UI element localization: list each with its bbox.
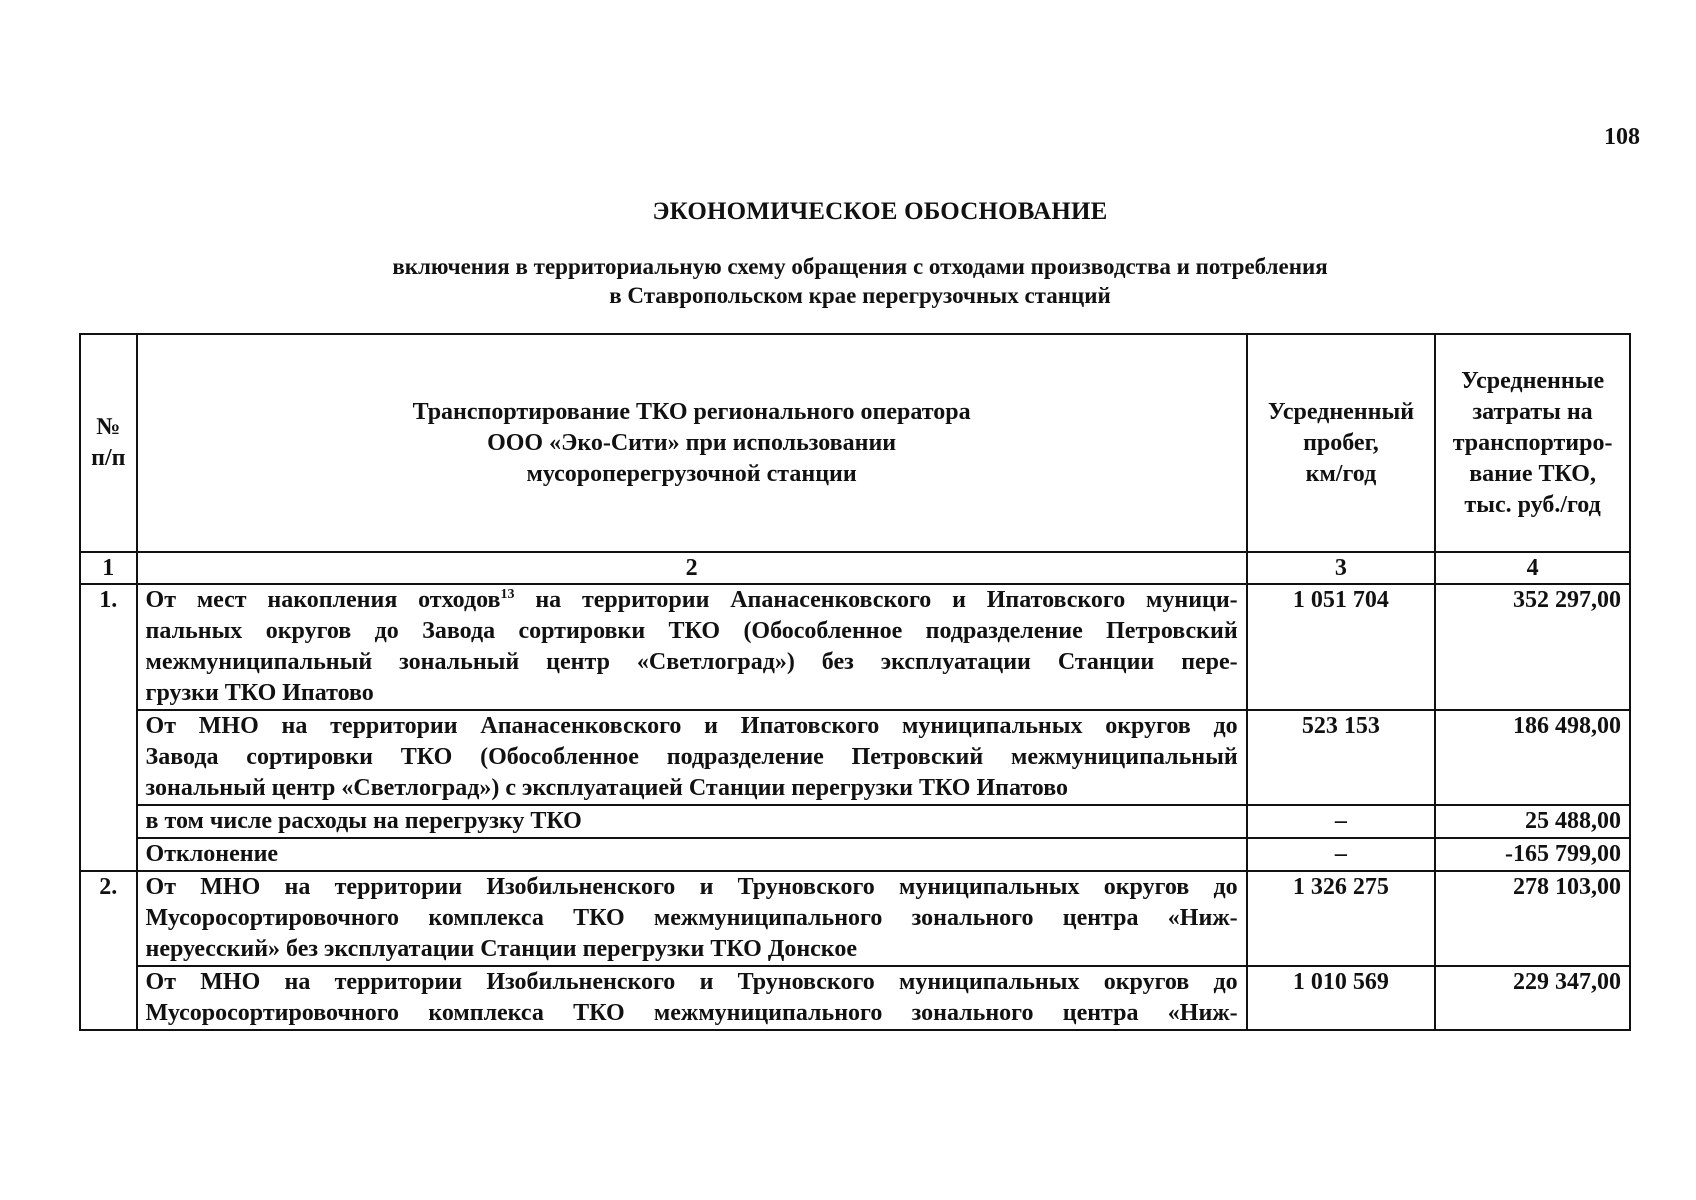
- page-number: 108: [1604, 124, 1640, 150]
- header-mileage-line: км/год: [1305, 460, 1377, 487]
- row-description: Отклонение: [137, 838, 1247, 871]
- column-number: 3: [1247, 552, 1436, 584]
- header-cost-line: Усредненные: [1461, 367, 1605, 394]
- table-row: [80, 871, 1630, 966]
- header-mileage-line: пробег,: [1303, 429, 1379, 456]
- description-text: на территории Апанасенковского и Ипатовского муници-: [514, 587, 1238, 613]
- description-text: От мест накопления отходов: [145, 587, 501, 613]
- row-cost: 352 297,00: [1435, 584, 1630, 710]
- header-cost: [1435, 334, 1630, 552]
- row-cost: 229 347,00: [1435, 966, 1630, 1030]
- subtitle-line: включения в территориальную схему обращения с отходами производства и потребления: [392, 254, 1328, 279]
- table-row: [80, 838, 1630, 871]
- column-number: 4: [1435, 552, 1630, 584]
- description-line: Мусоросортировочного комплекса ТКО межмуниципального зонального центра «Ниж-: [145, 1000, 1238, 1026]
- row-mileage: –: [1247, 838, 1436, 871]
- row-description: в том числе расходы на перегрузку ТКО: [137, 805, 1247, 838]
- description-line: неруесский» без эксплуатации Станции перегрузки ТКО Донское: [145, 936, 857, 962]
- row-description: [137, 584, 1247, 710]
- table-row: [80, 966, 1630, 1030]
- header-number: [80, 334, 137, 552]
- header-mileage-line: Усредненный: [1267, 398, 1415, 425]
- cost-comparison-table: [79, 333, 1631, 1031]
- row-cost: -165 799,00: [1435, 838, 1630, 871]
- description-line: От МНО на территории Изобильненского и Труновского муниципальных округов до: [145, 874, 1238, 900]
- table-row: [80, 805, 1630, 838]
- row-number: 1.: [80, 584, 137, 871]
- table-header-row: [80, 334, 1630, 552]
- header-number-line: п/п: [91, 445, 126, 471]
- description-line: грузки ТКО Ипатово: [145, 680, 374, 706]
- description-line: От МНО на территории Апанасенковского и Ипатовского муниципальных округов до: [145, 713, 1238, 739]
- row-description: [137, 966, 1247, 1030]
- row-mileage: 1 051 704: [1247, 584, 1436, 710]
- description-line: От МНО на территории Изобильненского и Труновского муниципальных округов до: [145, 969, 1238, 995]
- table-row: [80, 710, 1630, 805]
- description-line: пальных округов до Завода сортировки ТКО (Обособленное подразделение Петровский: [145, 618, 1238, 644]
- description-line: зональный центр «Светлоград») с эксплуатацией Станции перегрузки ТКО Ипатово: [145, 775, 1068, 801]
- description-line: Мусоросортировочного комплекса ТКО межмуниципального зонального центра «Ниж-: [145, 905, 1238, 931]
- document-title: ЭКОНОМИЧЕСКОЕ ОБОСНОВАНИЕ: [652, 198, 1108, 225]
- header-number-line: №: [96, 414, 121, 440]
- header-cost-line: затраты на: [1472, 398, 1593, 425]
- header-cost-line: вание ТКО,: [1469, 460, 1596, 487]
- row-mileage: –: [1247, 805, 1436, 838]
- column-number: 2: [137, 552, 1247, 584]
- header-mileage: [1247, 334, 1436, 552]
- row-cost: 186 498,00: [1435, 710, 1630, 805]
- row-cost: 25 488,00: [1435, 805, 1630, 838]
- table-row: [80, 584, 1630, 710]
- document-subtitle: [300, 252, 1420, 310]
- subtitle-line: в Ставропольском крае перегрузочных станций: [609, 283, 1111, 308]
- row-number: 2.: [80, 871, 137, 1030]
- row-mileage: 1 326 275: [1247, 871, 1436, 966]
- footnote-ref: 13: [500, 587, 515, 602]
- row-mileage: 523 153: [1247, 710, 1436, 805]
- row-description: [137, 710, 1247, 805]
- column-numbers-row: [80, 552, 1630, 584]
- description-line: [146, 585, 1238, 616]
- row-mileage: 1 010 569: [1247, 966, 1436, 1030]
- header-description-line: мусороперегрузочной станции: [526, 460, 857, 487]
- header-description-line: ООО «Эко-Сити» при использовании: [487, 429, 897, 456]
- description-line: Завода сортировки ТКО (Обособленное подразделение Петровский межмуниципальный: [145, 744, 1238, 770]
- column-number: 1: [80, 552, 137, 584]
- row-cost: 278 103,00: [1435, 871, 1630, 966]
- header-description-line: Транспортирование ТКО регионального оператора: [412, 398, 971, 425]
- description-line: межмуниципальный зональный центр «Светлоград») без эксплуатации Станции пере-: [145, 649, 1238, 675]
- header-description: [137, 334, 1247, 552]
- row-description: [137, 871, 1247, 966]
- header-cost-line: транспортиро-: [1452, 429, 1613, 456]
- header-cost-line: тыс. руб./год: [1464, 491, 1601, 518]
